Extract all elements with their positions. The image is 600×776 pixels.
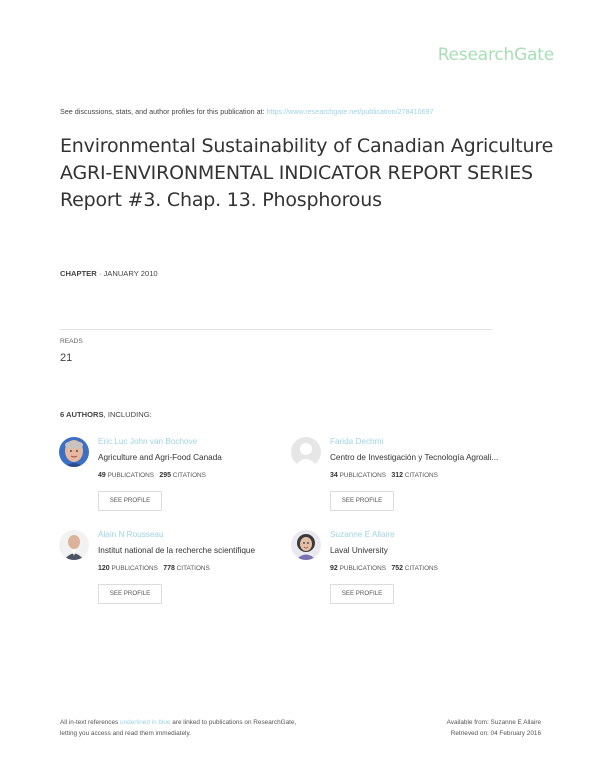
reads-label: READS xyxy=(60,338,83,345)
publications-count: 49 xyxy=(98,472,106,479)
retrieved-on: Retrieved on: 04 February 2016 xyxy=(450,730,541,737)
publications-count: 120 xyxy=(98,565,110,572)
meta-separator: · xyxy=(96,269,104,278)
author-avatar[interactable] xyxy=(59,437,89,467)
publications-label: PUBLICATIONS xyxy=(111,565,158,572)
publication-type: CHAPTER xyxy=(60,269,97,278)
footer-text: are linked to publications on ResearchGate, xyxy=(172,719,297,726)
publication-title: Environmental Sustainability of Canadian Agriculture AGRI-ENVIRONMENTAL INDICATOR REPORT SERIES Report #3. Chap. 13. Phosphorous xyxy=(60,135,554,211)
author-avatar-placeholder[interactable] xyxy=(291,437,321,467)
author-stats xyxy=(98,472,206,479)
citations-label: CITATIONS xyxy=(404,472,438,479)
see-profile-button[interactable]: SEE PROFILE xyxy=(98,491,162,511)
author-institution: Centro de Investigación y Tecnología Agroali... xyxy=(330,453,499,462)
footer-availability xyxy=(447,717,541,739)
author-card xyxy=(59,530,269,610)
authors-heading-suffix: , INCLUDING: xyxy=(103,410,152,419)
footer-references-note xyxy=(60,717,296,739)
author-stats xyxy=(98,565,210,572)
author-avatar[interactable] xyxy=(291,530,321,560)
reads-count: 21 xyxy=(60,352,73,364)
see-profile-button[interactable]: SEE PROFILE xyxy=(98,584,162,604)
author-institution: Laval University xyxy=(330,546,388,555)
author-institution: Agriculture and Agri-Food Canada xyxy=(98,453,222,462)
author-avatar[interactable] xyxy=(59,530,89,560)
author-name[interactable]: Eric Luc John van Bochove xyxy=(98,437,198,446)
author-stats xyxy=(330,565,438,572)
citations-label: CITATIONS xyxy=(176,565,210,572)
footer-link[interactable]: underlined in blue xyxy=(120,719,171,726)
author-institution: Institut national de la recherche scientifique xyxy=(98,546,256,555)
author-card xyxy=(291,437,501,517)
author-card xyxy=(291,530,501,610)
citations-label: CITATIONS xyxy=(404,565,438,572)
publication-link[interactable]: https://www.researchgate.net/publication/278410697 xyxy=(266,107,434,116)
see-profile-button[interactable]: SEE PROFILE xyxy=(330,491,394,511)
authors-count: 6 AUTHORS xyxy=(60,410,104,419)
authors-heading xyxy=(60,410,152,419)
publications-label: PUBLICATIONS xyxy=(339,472,386,479)
author-card xyxy=(59,437,269,517)
publications-count: 34 xyxy=(330,472,338,479)
publication-meta xyxy=(60,269,158,278)
author-stats xyxy=(330,472,438,479)
discussion-line xyxy=(60,107,434,116)
footer-text: letting you access and read them immediately. xyxy=(60,730,191,737)
author-name[interactable]: Alain N Rousseau xyxy=(98,530,164,539)
researchgate-logo[interactable]: ResearchGate xyxy=(437,45,554,65)
author-name[interactable]: Farida Dechmi xyxy=(330,437,384,446)
divider xyxy=(60,329,492,330)
publications-label: PUBLICATIONS xyxy=(107,472,154,479)
citations-label: CITATIONS xyxy=(172,472,206,479)
discussion-text: See discussions, stats, and author profiles for this publication at: xyxy=(60,107,265,116)
see-profile-button[interactable]: SEE PROFILE xyxy=(330,584,394,604)
citations-count: 752 xyxy=(391,565,403,572)
citations-count: 312 xyxy=(391,472,403,479)
citations-count: 295 xyxy=(159,472,171,479)
publications-count: 92 xyxy=(330,565,338,572)
publications-label: PUBLICATIONS xyxy=(339,565,386,572)
available-from: Available from: Suzanne E Allaire xyxy=(446,719,541,726)
citations-count: 778 xyxy=(163,565,175,572)
footer-text: All in-text references xyxy=(60,719,119,726)
author-name[interactable]: Suzanne E Allaire xyxy=(330,530,395,539)
publication-date: JANUARY 2010 xyxy=(103,269,158,278)
